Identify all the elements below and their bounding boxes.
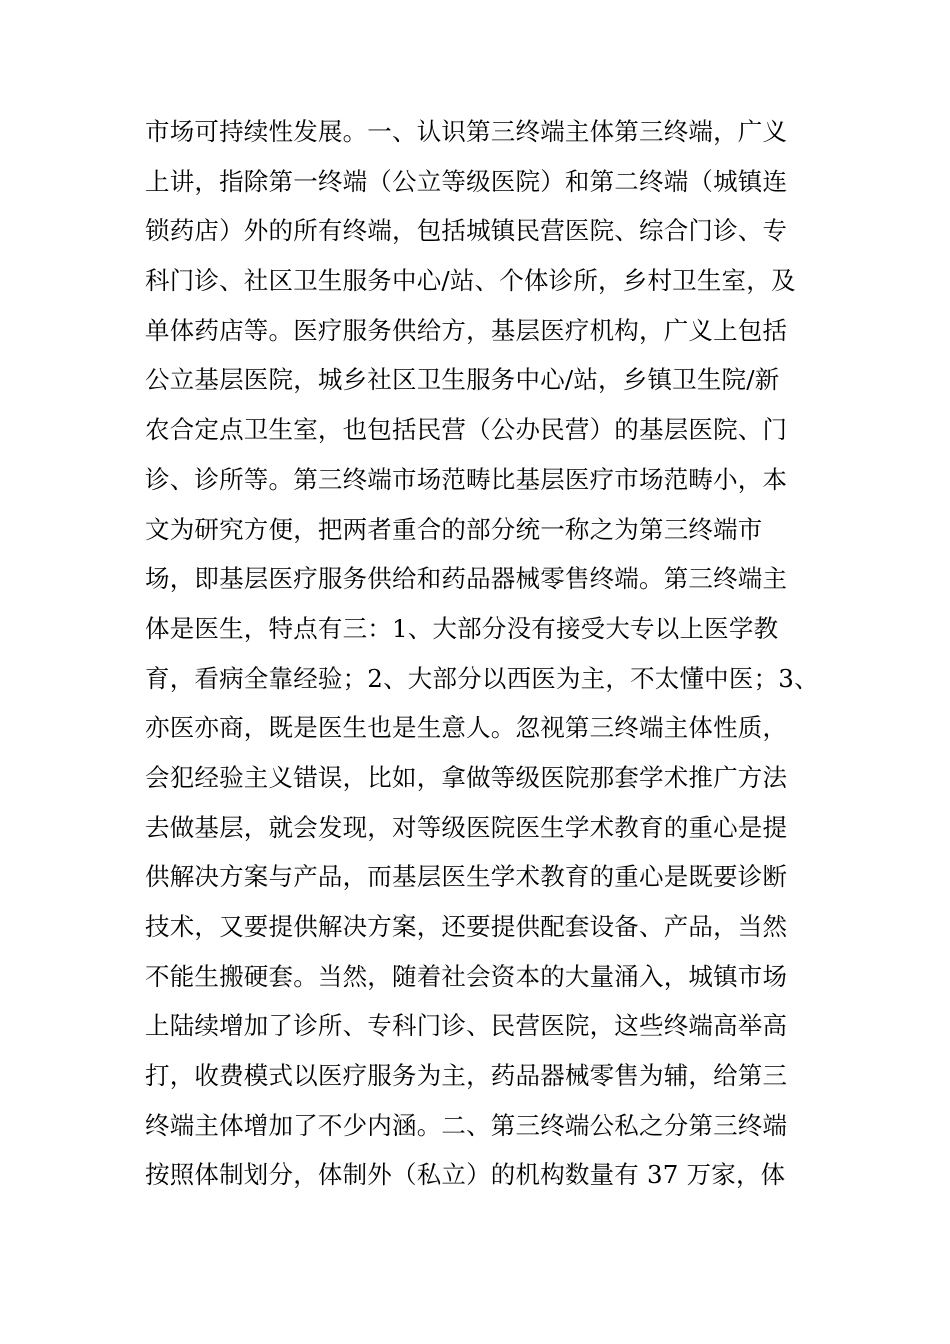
text-line: 技术，又要提供解决方案，还要提供配套设备、产品，当然 xyxy=(145,912,788,941)
text-line: 亦医亦商，既是医生也是生意人。忽视第三终端主体性质， xyxy=(145,713,788,743)
text-line: 供解决方案与产品，而基层医生学术教育的重心是既要诊断 xyxy=(145,862,788,892)
text-line: 文为研究方便，把两者重合的部分统一称之为第三终端市 xyxy=(145,514,763,544)
text-line: 会犯经验主义错误，比如，拿做等级医院那套学术推广方法 xyxy=(145,762,788,792)
text-line: 公立基层医院，城乡社区卫生服务中心/站，乡镇卫生院/新 xyxy=(145,365,780,395)
text-line: 农合定点卫生室，也包括民营（公办民营）的基层医院、门 xyxy=(145,415,788,445)
text-line: 去做基层，就会发现，对等级医院医生学术教育的重心是提 xyxy=(145,812,788,842)
text-line: 上讲，指除第一终端（公立等级医院）和第二终端（城镇连 xyxy=(145,166,788,196)
text-line: 不能生搬硬套。当然，随着社会资本的大量涌入，城镇市场 xyxy=(145,961,788,991)
text-line: 锁药店）外的所有终端，包括城镇民营医院、综合门诊、专 xyxy=(145,216,788,246)
text-line: 科门诊、社区卫生服务中心/站、个体诊所，乡村卫生室，及 xyxy=(145,266,796,296)
text-line: 育，看病全靠经验；2、大部分以西医为主，不太懂中医；3、 xyxy=(145,663,819,693)
text-line: 终端主体增加了不少内涵。二、第三终端公私之分第三终端 xyxy=(145,1110,788,1140)
text-line: 场，即基层医疗服务供给和药品器械零售终端。第三终端主 xyxy=(145,564,788,594)
text-line: 体是医生，特点有三：1、大部分没有接受大专以上医学教 xyxy=(145,613,779,643)
text-line: 按照体制划分，体制外（私立）的机构数量有 37 万家，体 xyxy=(145,1160,786,1190)
text-line: 单体药店等。医疗服务供给方，基层医疗机构，广义上包括 xyxy=(145,315,788,345)
text-line: 上陆续增加了诊所、专科门诊、民营医院，这些终端高举高 xyxy=(145,1011,788,1041)
text-line: 打，收费模式以医疗服务为主，药品器械零售为辅，给第三 xyxy=(145,1061,788,1091)
body-text xyxy=(145,107,819,1200)
text-line: 诊、诊所等。第三终端市场范畴比基层医疗市场范畴小，本 xyxy=(145,464,788,494)
text-line: 市场可持续性发展。一、认识第三终端主体第三终端，广义 xyxy=(145,117,788,146)
